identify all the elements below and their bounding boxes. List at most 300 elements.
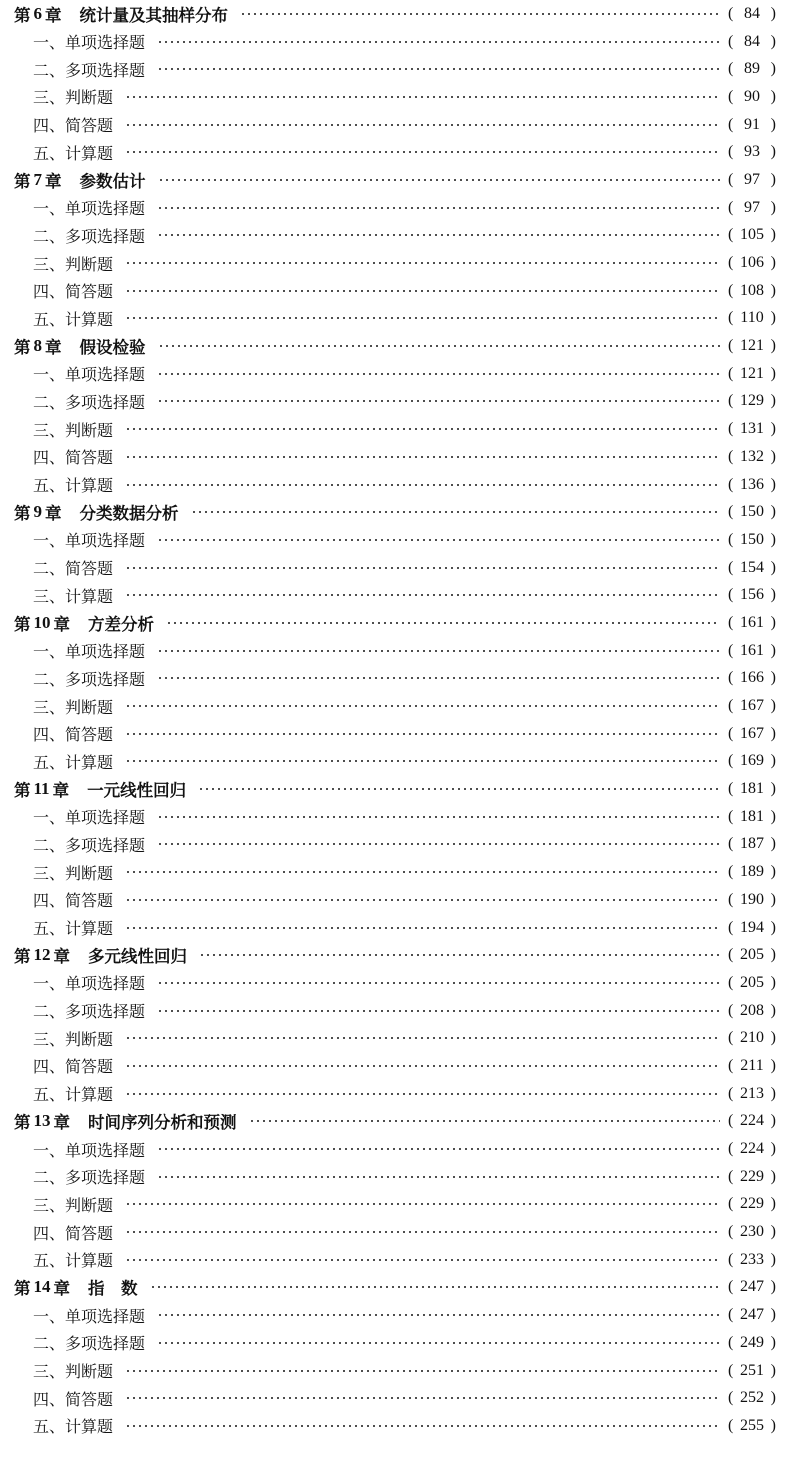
page-number-value: 247 — [740, 1278, 764, 1296]
toc-chapter-entry[interactable] — [14, 166, 776, 194]
section-title: 二、多项选择题 — [33, 1334, 146, 1354]
page-paren-open: ( — [728, 1029, 734, 1047]
toc-section-entry[interactable] — [14, 720, 776, 748]
toc-section-entry[interactable] — [14, 1329, 776, 1357]
page-number-value: 97 — [744, 198, 760, 216]
page-number-value: 84 — [744, 32, 760, 50]
page-paren-open: ( — [728, 973, 734, 991]
page-number-value: 105 — [740, 226, 764, 244]
section-title: 四、简答题 — [33, 116, 114, 136]
page-number — [728, 282, 776, 300]
dot-leader — [125, 1396, 720, 1400]
chapter-number: 12 — [33, 945, 51, 965]
chapter-suffix: 章 — [45, 504, 62, 524]
page-number-value: 233 — [740, 1250, 764, 1268]
page-paren-open: ( — [728, 1001, 734, 1019]
section-title: 四、简答题 — [33, 448, 114, 468]
page-paren-close: ) — [770, 669, 776, 687]
page-number-value: 150 — [740, 530, 764, 548]
dot-leader — [157, 399, 720, 403]
section-title: 五、计算题 — [33, 752, 114, 772]
dot-leader — [157, 206, 720, 210]
page-paren-open: ( — [728, 420, 734, 438]
dot-leader — [125, 1064, 720, 1068]
page-number-value: 205 — [740, 946, 764, 964]
page-paren-close: ) — [770, 254, 776, 272]
page-paren-open: ( — [728, 337, 734, 355]
dot-leader — [157, 233, 720, 237]
page-paren-close: ) — [770, 1223, 776, 1241]
page-paren-open: ( — [728, 115, 734, 133]
dot-leader — [125, 1092, 720, 1096]
page-paren-close: ) — [770, 420, 776, 438]
chapter-number: 11 — [33, 779, 50, 799]
page-paren-close: ) — [770, 32, 776, 50]
chapter-number: 14 — [33, 1277, 51, 1297]
toc-chapter-entry[interactable] — [14, 609, 776, 637]
section-title: 五、计算题 — [33, 476, 114, 496]
page-number — [728, 33, 776, 51]
dot-leader — [157, 1341, 720, 1345]
page-number — [728, 1306, 776, 1324]
page-number-value: 131 — [740, 420, 764, 438]
page-number-value: 91 — [744, 115, 760, 133]
page-paren-open: ( — [728, 226, 734, 244]
page-paren-open: ( — [728, 890, 734, 908]
page-number — [728, 1223, 776, 1241]
page-number — [728, 365, 776, 383]
page-number-value: 136 — [740, 475, 764, 493]
page-number — [728, 1334, 776, 1352]
toc-section-entry[interactable] — [14, 277, 776, 305]
page-number — [728, 1112, 776, 1130]
page-paren-open: ( — [728, 1140, 734, 1158]
toc-chapter-entry[interactable] — [14, 941, 776, 969]
page-number — [728, 1140, 776, 1158]
section-title: 二、多项选择题 — [33, 1002, 146, 1022]
toc-section-entry[interactable] — [14, 471, 776, 499]
section-title: 四、简答题 — [33, 891, 114, 911]
page-paren-open: ( — [728, 863, 734, 881]
page-number — [728, 559, 776, 577]
page-number-value: 156 — [740, 586, 764, 604]
chapter-suffix: 章 — [53, 947, 70, 967]
page-number-value: 167 — [740, 697, 764, 715]
section-title: 五、计算题 — [33, 1251, 114, 1271]
chapter-number: 13 — [33, 1111, 51, 1131]
page-number — [728, 780, 776, 798]
section-title: 一、单项选择题 — [33, 199, 146, 219]
dot-leader — [157, 1009, 720, 1013]
chapter-prefix: 第 — [14, 171, 31, 191]
page-number — [728, 697, 776, 715]
section-title: 五、计算题 — [33, 143, 114, 163]
dot-leader — [158, 178, 721, 182]
page-number — [728, 5, 776, 23]
page-number-value: 108 — [740, 281, 764, 299]
toc-section-entry[interactable] — [14, 1246, 776, 1274]
page-paren-close: ) — [770, 364, 776, 382]
chapter-title: 多元线性回归 — [88, 947, 187, 967]
dot-leader — [198, 787, 720, 791]
chapter-suffix: 章 — [45, 171, 62, 191]
dot-leader — [125, 289, 720, 293]
dot-leader — [249, 1119, 721, 1123]
page-number-value: 251 — [740, 1361, 764, 1379]
page-paren-open: ( — [728, 1223, 734, 1241]
page-paren-close: ) — [770, 115, 776, 133]
page-paren-close: ) — [770, 1029, 776, 1047]
section-title: 五、计算题 — [33, 1085, 114, 1105]
page-number — [728, 143, 776, 161]
toc-section-entry[interactable] — [14, 1384, 776, 1412]
page-paren-open: ( — [728, 1306, 734, 1324]
page-paren-open: ( — [728, 752, 734, 770]
toc-section-entry[interactable] — [14, 360, 776, 388]
toc-section-entry[interactable] — [14, 249, 776, 277]
dot-leader — [125, 898, 720, 902]
page-paren-open: ( — [728, 613, 734, 631]
page-paren-close: ) — [770, 586, 776, 604]
page-number-value: 181 — [740, 807, 764, 825]
page-number-value: 205 — [740, 973, 764, 991]
page-paren-open: ( — [728, 807, 734, 825]
page-paren-open: ( — [728, 724, 734, 742]
dot-leader — [157, 1147, 720, 1151]
page-number — [728, 337, 776, 355]
page-number-value: 230 — [740, 1223, 764, 1241]
toc-section-entry[interactable] — [14, 886, 776, 914]
section-title: 二、多项选择题 — [33, 669, 146, 689]
toc-section-entry[interactable] — [14, 1024, 776, 1052]
page-number-value: 224 — [740, 1112, 764, 1130]
toc-section-entry[interactable] — [14, 305, 776, 333]
page-paren-close: ) — [770, 87, 776, 105]
page-paren-open: ( — [728, 87, 734, 105]
section-title: 三、计算题 — [33, 586, 114, 606]
toc-section-entry[interactable] — [14, 1301, 776, 1329]
page-paren-close: ) — [770, 752, 776, 770]
page-number-value: 90 — [744, 87, 760, 105]
toc-section-entry[interactable] — [14, 554, 776, 582]
page-paren-close: ) — [770, 309, 776, 327]
page-paren-close: ) — [770, 863, 776, 881]
page-number — [728, 503, 776, 521]
page-number-value: 181 — [740, 780, 764, 798]
dot-leader — [157, 649, 720, 653]
page-number — [728, 1002, 776, 1020]
chapter-prefix: 第 — [14, 947, 31, 967]
chapter-number: 7 — [33, 169, 42, 189]
toc-section-entry[interactable] — [14, 111, 776, 139]
toc-section-entry[interactable] — [14, 138, 776, 166]
section-title: 二、多项选择题 — [33, 60, 146, 80]
toc-section-entry[interactable] — [14, 1163, 776, 1191]
page-paren-open: ( — [728, 392, 734, 410]
chapter-title: 统计量及其抽样分布 — [79, 5, 228, 25]
toc-chapter-entry[interactable] — [14, 498, 776, 526]
page-number — [728, 1389, 776, 1407]
toc-section-entry[interactable] — [14, 665, 776, 693]
dot-leader — [157, 981, 720, 985]
toc-section-entry[interactable] — [14, 997, 776, 1025]
page-number — [728, 116, 776, 134]
dot-leader — [157, 1175, 720, 1179]
page-paren-open: ( — [728, 1084, 734, 1102]
page-paren-close: ) — [770, 641, 776, 659]
toc-section-entry[interactable] — [14, 28, 776, 56]
section-title: 一、单项选择题 — [33, 33, 146, 53]
dot-leader — [125, 1202, 720, 1206]
page-number — [728, 448, 776, 466]
toc-section-entry[interactable] — [14, 55, 776, 83]
page-paren-close: ) — [770, 1416, 776, 1434]
table-of-contents — [14, 0, 776, 1440]
page-paren-open: ( — [728, 309, 734, 327]
toc-section-entry[interactable] — [14, 83, 776, 111]
toc-section-entry[interactable] — [14, 1052, 776, 1080]
dot-leader — [125, 926, 720, 930]
toc-section-entry[interactable] — [14, 526, 776, 554]
page-number — [728, 614, 776, 632]
page-number-value: 106 — [740, 254, 764, 272]
page-number-value: 213 — [740, 1084, 764, 1102]
section-title: 一、单项选择题 — [33, 365, 146, 385]
chapter-title: 分类数据分析 — [79, 504, 179, 524]
page-paren-close: ) — [770, 613, 776, 631]
page-number — [728, 1085, 776, 1103]
toc-section-entry[interactable] — [14, 443, 776, 471]
section-title: 一、单项选择题 — [33, 808, 146, 828]
page-number-value: 121 — [740, 337, 764, 355]
page-number-value: 167 — [740, 724, 764, 742]
page-number — [728, 891, 776, 909]
page-number-value: 249 — [740, 1333, 764, 1351]
page-number-value: 150 — [740, 503, 764, 521]
page-paren-open: ( — [728, 1167, 734, 1185]
chapter-title: 方差分析 — [88, 614, 154, 634]
page-paren-open: ( — [728, 198, 734, 216]
toc-chapter-entry[interactable] — [14, 775, 776, 803]
toc-section-entry[interactable] — [14, 1218, 776, 1246]
page-paren-close: ) — [770, 1278, 776, 1296]
page-paren-open: ( — [728, 558, 734, 576]
chapter-prefix: 第 — [14, 504, 31, 524]
toc-section-entry[interactable] — [14, 914, 776, 942]
page-paren-close: ) — [770, 503, 776, 521]
page-number-value: 210 — [740, 1029, 764, 1047]
section-title: 三、判断题 — [33, 420, 114, 440]
section-title: 一、单项选择题 — [33, 1140, 146, 1160]
page-paren-close: ) — [770, 1195, 776, 1213]
dot-leader — [125, 870, 720, 874]
page-number-value: 161 — [740, 641, 764, 659]
dot-leader — [157, 815, 720, 819]
toc-section-entry[interactable] — [14, 637, 776, 665]
dot-leader — [125, 483, 720, 487]
page-paren-open: ( — [728, 697, 734, 715]
page-paren-close: ) — [770, 170, 776, 188]
dot-leader — [125, 593, 720, 597]
section-title: 三、判断题 — [33, 1362, 114, 1382]
section-title: 五、计算题 — [33, 309, 114, 329]
toc-section-entry[interactable] — [14, 1135, 776, 1163]
page-paren-open: ( — [728, 143, 734, 161]
toc-chapter-entry[interactable] — [14, 1108, 776, 1136]
toc-section-entry[interactable] — [14, 581, 776, 609]
toc-section-entry[interactable] — [14, 194, 776, 222]
toc-section-entry[interactable] — [14, 858, 776, 886]
page-paren-open: ( — [728, 918, 734, 936]
page-paren-open: ( — [728, 1416, 734, 1434]
section-title: 二、多项选择题 — [33, 392, 146, 412]
section-title: 二、多项选择题 — [33, 1168, 146, 1188]
page-paren-close: ) — [770, 337, 776, 355]
dot-leader — [125, 1230, 720, 1234]
toc-section-entry[interactable] — [14, 803, 776, 831]
dot-leader — [125, 427, 720, 431]
page-number-value: 129 — [740, 392, 764, 410]
section-title: 五、计算题 — [33, 1417, 114, 1437]
section-title: 四、简答题 — [33, 1057, 114, 1077]
toc-section-entry[interactable] — [14, 388, 776, 416]
dot-leader — [125, 1036, 720, 1040]
page-number-value: 211 — [740, 1056, 764, 1074]
dot-leader — [125, 704, 720, 708]
chapter-prefix: 第 — [14, 338, 31, 358]
page-paren-open: ( — [728, 503, 734, 521]
page-number-value: 161 — [740, 613, 764, 631]
chapter-title: 时间序列分析和预测 — [88, 1113, 237, 1133]
page-number-value: 224 — [740, 1140, 764, 1158]
chapter-suffix: 章 — [45, 5, 62, 25]
page-number-value: 190 — [740, 890, 764, 908]
page-number — [728, 420, 776, 438]
page-number-value: 247 — [740, 1306, 764, 1324]
page-paren-open: ( — [728, 946, 734, 964]
page-number — [728, 669, 776, 687]
page-number — [728, 60, 776, 78]
dot-leader — [125, 1369, 720, 1373]
toc-section-entry[interactable] — [14, 748, 776, 776]
page-paren-close: ) — [770, 143, 776, 161]
dot-leader — [125, 316, 720, 320]
toc-section-entry[interactable] — [14, 222, 776, 250]
page-paren-open: ( — [728, 447, 734, 465]
toc-section-entry[interactable] — [14, 969, 776, 997]
toc-section-entry[interactable] — [14, 1191, 776, 1219]
section-title: 二、多项选择题 — [33, 226, 146, 246]
section-title: 一、单项选择题 — [33, 1306, 146, 1326]
chapter-prefix: 第 — [14, 614, 31, 634]
page-number — [728, 531, 776, 549]
page-paren-open: ( — [728, 1195, 734, 1213]
page-paren-close: ) — [770, 558, 776, 576]
toc-section-entry[interactable] — [14, 1357, 776, 1385]
chapter-prefix: 第 — [14, 5, 31, 25]
page-number — [728, 725, 776, 743]
toc-chapter-entry[interactable] — [14, 0, 776, 28]
dot-leader — [157, 40, 720, 44]
section-title: 一、单项选择题 — [33, 974, 146, 994]
page-number-value: 121 — [740, 364, 764, 382]
dot-leader — [125, 261, 720, 265]
toc-chapter-entry[interactable] — [14, 332, 776, 360]
page-paren-close: ) — [770, 1001, 776, 1019]
toc-chapter-entry[interactable] — [14, 1274, 776, 1302]
page-number — [728, 863, 776, 881]
page-paren-close: ) — [770, 226, 776, 244]
chapter-prefix: 第 — [14, 1113, 31, 1133]
page-paren-close: ) — [770, 392, 776, 410]
page-paren-close: ) — [770, 4, 776, 22]
page-number-value: 189 — [740, 863, 764, 881]
dot-leader — [125, 95, 720, 99]
page-number-value: 132 — [740, 447, 764, 465]
chapter-number: 6 — [33, 3, 42, 23]
section-title: 一、单项选择题 — [33, 531, 146, 551]
page-paren-open: ( — [728, 835, 734, 853]
dot-leader — [158, 344, 721, 348]
page-number — [728, 254, 776, 272]
section-title: 二、多项选择题 — [33, 835, 146, 855]
page-paren-close: ) — [770, 946, 776, 964]
section-title: 三、判断题 — [33, 697, 114, 717]
dot-leader — [157, 1313, 720, 1317]
section-title: 一、单项选择题 — [33, 642, 146, 662]
page-number — [728, 309, 776, 327]
page-paren-close: ) — [770, 198, 776, 216]
page-paren-open: ( — [728, 1361, 734, 1379]
toc-section-entry[interactable] — [14, 415, 776, 443]
toc-section-entry[interactable] — [14, 1080, 776, 1108]
toc-section-entry[interactable] — [14, 692, 776, 720]
dot-leader — [125, 150, 720, 154]
section-title: 四、简答题 — [33, 282, 114, 302]
chapter-suffix: 章 — [52, 781, 70, 801]
page-paren-open: ( — [728, 60, 734, 78]
page-number-value: 169 — [740, 752, 764, 770]
page-number — [728, 642, 776, 660]
page-number-value: 252 — [740, 1389, 764, 1407]
page-number-value: 194 — [740, 918, 764, 936]
toc-section-entry[interactable] — [14, 831, 776, 859]
page-number — [728, 1195, 776, 1213]
page-paren-open: ( — [728, 669, 734, 687]
page-number-value: 229 — [740, 1195, 764, 1213]
page-paren-close: ) — [770, 1112, 776, 1130]
page-number — [728, 392, 776, 410]
page-number — [728, 171, 776, 189]
page-number — [728, 1057, 776, 1075]
chapter-number: 8 — [33, 336, 42, 356]
page-paren-close: ) — [770, 918, 776, 936]
page-number-value: 93 — [744, 143, 760, 161]
dot-leader — [157, 842, 720, 846]
page-number-value: 208 — [740, 1001, 764, 1019]
page-paren-close: ) — [770, 447, 776, 465]
page-paren-open: ( — [728, 586, 734, 604]
dot-leader — [125, 455, 720, 459]
page-paren-open: ( — [728, 281, 734, 299]
dot-leader — [240, 12, 720, 16]
page-paren-close: ) — [770, 780, 776, 798]
toc-section-entry[interactable] — [14, 1412, 776, 1440]
page-number — [728, 835, 776, 853]
chapter-suffix: 章 — [53, 1279, 70, 1299]
page-number — [728, 476, 776, 494]
dot-leader — [191, 510, 721, 514]
